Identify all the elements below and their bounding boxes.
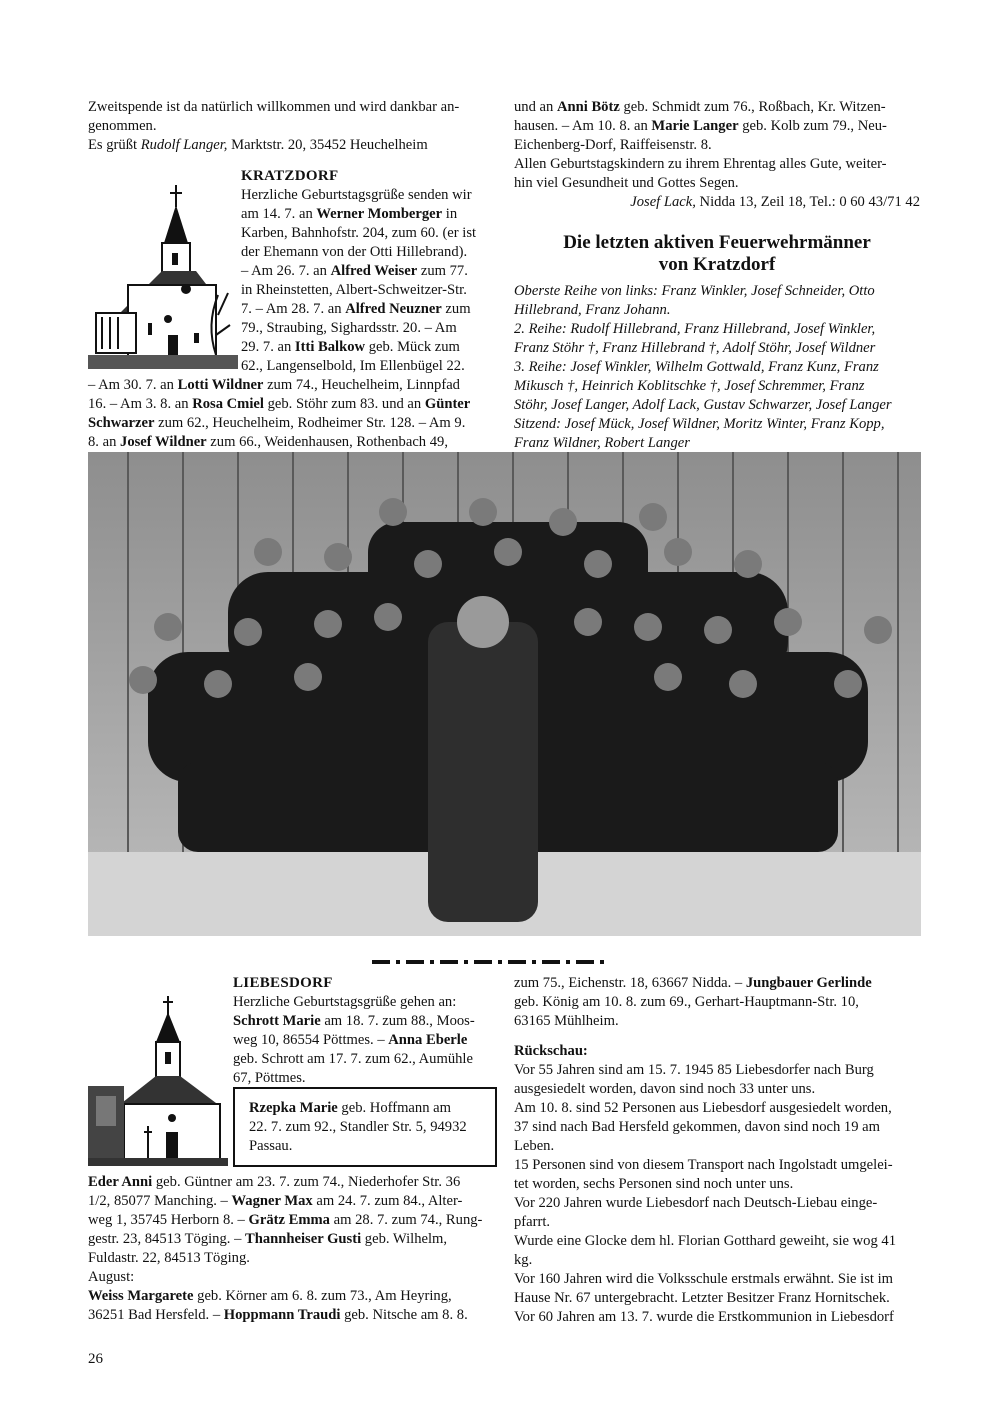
right-bottom-text: zum 75., Eichenstr. 18, 63667 Nidda. – Jungbauer Gerlinde geb. König am 10. 8. zum 69., Gerhart-Hauptmann-Str. 10, 63165 Mühlheim. Rückschau: Vor 55 Jahren sind am 15. 7. 1945 85 Liebesdorfer nach Burg ausgesiedelt worden, davon sind noch 33 unter uns. Am 10. 8. sind 52 Personen aus Liebesdorf ausgesiedelt worden, 37 sind nach Bad Hersfeld gekommen, davon sind noch 19 am Leben. 15 Personen sind von diesem Transport nach Ingolstadt umgelei- tet worden, sechs Personen sind noch unter uns. Vor 220 Jahren wurde Liebesdorf nach Deutsch-Liebau einge- pfarrt. Wurde eine Glocke dem hl. Florian Gotthard geweiht, sie wog 41 kg. Vor 160 Jahren wird die Volksschule erstmals erwähnt. Sie ist im Hause Nr. 67 untergebracht. Letzter Besitzer Franz Hornitschek. Vor 60 Jahren am 13. 7. wurde die Erstkommunion in Liebesdorf	[514, 974, 924, 1327]
person-name: Weiss Margarete	[88, 1288, 194, 1304]
photo-caption: Hillebrand, Franz Johann.	[514, 302, 671, 318]
intro-line: Zweitspende ist da natürlich willkommen und wird dankbar an-	[88, 99, 460, 115]
photo-caption: Sitzend: Josef Mück, Josef Wildner, Moritz Winter, Franz Kopp,	[514, 416, 885, 432]
person-name: Lotti Wildner	[177, 377, 264, 393]
liebesdorf-heading: LIEBESDORF	[233, 975, 333, 991]
person-name: Anni Bötz	[556, 99, 620, 115]
person-name: Itti Balkow	[294, 339, 366, 355]
person-name: Schwarzer	[88, 415, 155, 431]
person-name: Rzepka Marie	[249, 1100, 338, 1116]
person-name: Jungbauer Gerlinde	[745, 975, 872, 991]
greeting-line: Es grüßt Rudolf Langer, Marktstr. 20, 35452 Heuchelheim	[88, 137, 428, 153]
person-name: Wagner Max	[231, 1193, 313, 1209]
person-name: Josef Wildner	[120, 434, 207, 450]
signature-line: Josef Lack, Nidda 13, Zeil 18, Tel.: 0 60 43/71 42	[630, 194, 920, 210]
photo-caption: Stöhr, Josef Langer, Adolf Lack, Gustav Schwarzer, Josef Langer	[514, 397, 892, 413]
photo-caption: Franz Stöhr †, Franz Hillebrand †, Adolf Stöhr, Josef Wildner	[514, 340, 876, 356]
page-number: 26	[88, 1351, 103, 1367]
photo-caption: Franz Wildner, Robert Langer	[514, 435, 690, 451]
photo-caption: Oberste Reihe von links: Franz Winkler, Josef Schneider, Otto	[514, 283, 875, 299]
person-name: Thannheiser Gusti	[245, 1231, 362, 1247]
section-divider	[372, 957, 622, 967]
kratzdorf-section: KRATZDORF Herzliche Geburtstagsgrüße senden wir am 14. 7. an Werner Momberger in Karben, Bahnhofstr. 204, zum 60. (er ist der Ehemann von der Otti Hillebrand). – Am 26. 7. an Alfred Weiser zum 77. in Rheinstetten, Albert-Schweitzer-Str. 7. – Am 28. 7. an Alfred Neuzner zum 79., Straubing, Sighardsstr. 20. – Am 29. 7. an Itti Balkow geb. Mück zum 62., Langenselbold, Im Ellenbügel 22. – Am 30. 7. an Lotti Wildner zum 74., Heuchelheim, Linnpfad 16. – Am 3. 8. an Rosa Cmiel geb. Stöhr zum 83. und an Günter Schwarzer zum 62., Heuchelheim, Rodheimer Str. 128. – Am 9. 8. an Josef Wildner zum 66., Weidenhausen, Rothenbach 49,	[88, 167, 494, 452]
person-name: Alfred Neuzner	[345, 301, 442, 317]
liebesdorf-list: Eder Anni geb. Güntner am 23. 7. zum 74., Niederhofer Str. 36 1/2, 85077 Manching. – Wagner Max am 24. 7. zum 84., Alter- weg 1, 35745 Herborn 8. – Grätz Emma am 28. 7. zum 74., Rung- gestr. 23, 84513 Töging. – Thannheiser Gusti geb. Wilhelm, Fuldastr. 22, 84513 Töging. August: Weiss Margarete geb. Körner am 6. 8. zum 73., Am Heyring, 36251 Bad Hersfeld. – Hoppmann Traudi geb. Nitsche am 8. 8.	[88, 1174, 483, 1323]
kratzdorf-heading: KRATZDORF	[241, 168, 339, 184]
article-title: von Kratzdorf	[658, 254, 776, 275]
left-top-text	[88, 98, 490, 155]
right-top-text: und an Anni Bötz geb. Schmidt zum 76., Roßbach, Kr. Witzen- hausen. – Am 10. 8. an Marie Langer geb. Kolb zum 79., Neu- Eichenberg-Dorf, Raiffeisenstr. 8. Allen Geburtstagskindern zu ihrem Ehrentag alles Gute, weiter- hin viel Gesundheit und Gottes Segen. Josef Lack, Nidda 13, Zeil 18, Tel.: 0 60 43/71 42 Die letzten aktiven Feuerwehrmänner von Kratzdorf Oberste Reihe von links: Franz Winkler, Josef Schneider, Otto Hillebrand, Franz Johann. 2. Reihe: Rudolf Hillebrand, Franz Hillebrand, Josef Winkler, Franz Stöhr †, Franz Hillebrand †, Adolf Stöhr, Josef Wildner 3. Reihe: Josef Winkler, Wilhelm Gottwald, Franz Kunz, Franz Mikusch †, Heinrich Koblitschke †, Josef Schremmer, Franz Stöhr, Josef Langer, Adolf Lack, Gustav Schwarzer, Josef Langer Sitzend: Josef Mück, Josef Wildner, Moritz Winter, Franz Kopp, Franz Wildner, Robert Langer	[514, 99, 920, 451]
highlight-box: Rzepka Marie geb. Hoffmann am 22. 7. zum 92., Standler Str. 5, 94932 Passau.	[233, 1087, 497, 1167]
liebesdorf-section: LIEBESDORF Herzliche Geburtstagsgrüße gehen an: Schrott Marie am 18. 7. zum 88., Moos- weg 10, 86554 Pöttmes. – Anna Eberle geb. Schrott am 17. 7. zum 62., Aumühle 67, Pöttmes.	[88, 974, 498, 1088]
person-name: Rosa Cmiel	[192, 396, 264, 412]
person-name: Alfred Weiser	[330, 263, 418, 279]
rueckschau-heading: Rückschau:	[514, 1043, 588, 1059]
person-name: Eder Anni	[88, 1174, 153, 1190]
author-name: Rudolf Langer,	[140, 137, 228, 153]
photo-caption: Mikusch †, Heinrich Koblitschke †, Josef Schremmer, Franz	[514, 378, 865, 394]
photo-caption: 3. Reihe: Josef Winkler, Wilhelm Gottwald, Franz Kunz, Franz	[514, 359, 879, 375]
person-name: Schrott Marie	[233, 1013, 321, 1029]
photo-caption: 2. Reihe: Rudolf Hillebrand, Franz Hillebrand, Josef Winkler,	[514, 321, 876, 337]
person-name: Werner Momberger	[316, 206, 443, 222]
person-name: Grätz Emma	[248, 1212, 330, 1228]
person-name: Günter	[424, 396, 471, 412]
person-name: Hoppmann Traudi	[223, 1307, 341, 1323]
article-title: Die letzten aktiven Feuerwehrmänner	[563, 232, 871, 253]
person-name: Marie Langer	[651, 118, 739, 134]
intro-line: genommen.	[88, 118, 157, 134]
firefighters-group-photo	[88, 452, 921, 936]
person-name: Anna Eberle	[388, 1032, 468, 1048]
